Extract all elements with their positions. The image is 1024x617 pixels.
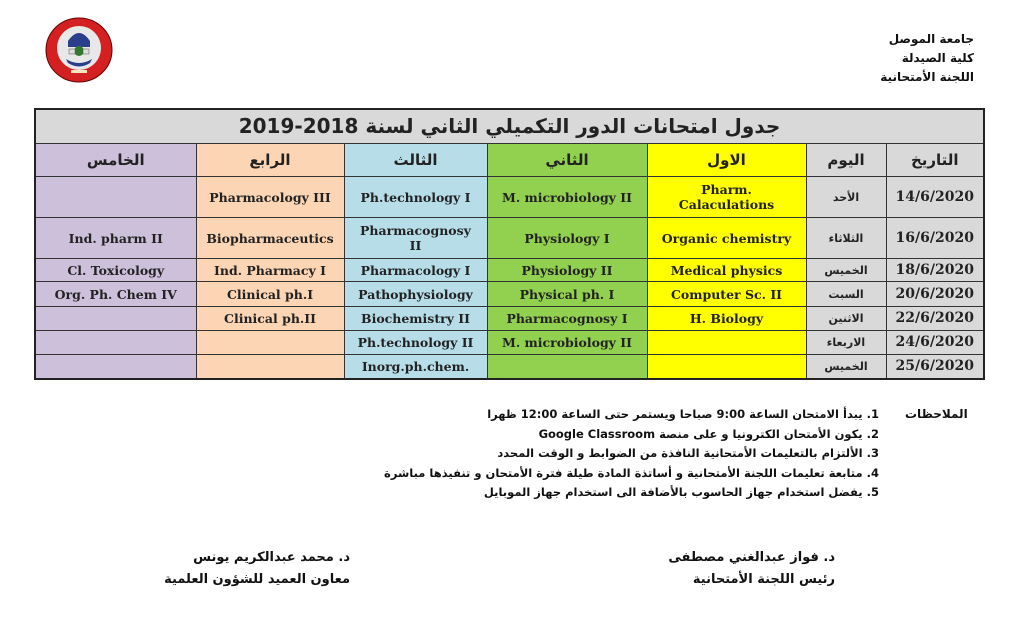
note-item: 3. الألتزام بالتعليمات الأمتحانية النافذة من الضوابط و الوقت المحدد <box>497 446 879 460</box>
note-item: 4. متابعة تعليمات اللجنة الأمتحانية و أساتذة المادة طيلة فترة الأمتحان و تنفيذها مباشرة <box>384 465 879 480</box>
header-fourth: الرابع <box>196 144 344 177</box>
cell-fifth <box>35 177 196 218</box>
cell-date: 18/6/2020 <box>886 259 984 282</box>
cell-second: Physiology II <box>487 259 647 282</box>
table-row <box>35 331 984 355</box>
cell-first: Organic chemistry <box>647 218 806 259</box>
cell-fifth <box>35 331 196 355</box>
cell-second <box>487 355 647 379</box>
cell-third: Inorg.ph.chem. <box>344 355 487 379</box>
cell-day: الخميس <box>806 259 886 282</box>
table-row <box>35 355 984 379</box>
signatory-title: معاون العميد للشؤون العلمية <box>164 572 350 587</box>
note-item: 5. يفضل استخدام جهاز الحاسوب بالأضافة الى استخدام جهاز الموبايل <box>483 485 879 499</box>
table-row <box>35 218 984 259</box>
signature-assistant-dean <box>150 547 350 591</box>
signature-committee-head <box>595 547 835 591</box>
cell-third: Pharmacology I <box>344 259 487 282</box>
cell-fourth <box>196 331 344 355</box>
cell-date: 16/6/2020 <box>886 218 984 259</box>
cell-fifth: Ind. pharm II <box>35 218 196 259</box>
signatory-name: د. فواز عبدالغني مصطفى <box>668 550 835 565</box>
cell-day: الاثنين <box>806 307 886 331</box>
committee-name: اللجنة الأمتحانية <box>880 70 974 84</box>
cell-fourth <box>196 355 344 379</box>
signatory-title: رئيس اللجنة الأمتحانية <box>692 572 835 587</box>
cell-fifth: Cl. Toxicology <box>35 259 196 282</box>
college-seal-icon <box>44 17 114 83</box>
table-row <box>35 282 984 307</box>
cell-third: Pharmacognosy II <box>344 218 487 259</box>
cell-third: Ph.technology II <box>344 331 487 355</box>
header-fifth: الخامس <box>35 144 196 177</box>
university-name: جامعة الموصل <box>888 32 974 46</box>
cell-first: Computer Sc. II <box>647 282 806 307</box>
notes-list <box>359 405 879 503</box>
cell-day: الأحد <box>806 177 886 218</box>
cell-first: Medical physics <box>647 259 806 282</box>
cell-fourth: Clinical ph.II <box>196 307 344 331</box>
cell-date: 14/6/2020 <box>886 177 984 218</box>
note-item: 1. يبدأ الامتحان الساعة 9:00 صباحا ويستمر حتى الساعة 12:00 ظهرا <box>487 407 879 421</box>
cell-day: الثلاثاء <box>806 218 886 259</box>
exam-schedule-table <box>34 108 985 380</box>
cell-fourth: Biopharmaceutics <box>196 218 344 259</box>
cell-date: 22/6/2020 <box>886 307 984 331</box>
header-date: التاريخ <box>886 144 984 177</box>
cell-fourth: Clinical ph.I <box>196 282 344 307</box>
cell-fourth: Ind. Pharmacy I <box>196 259 344 282</box>
header-row <box>35 144 984 177</box>
signatory-name: د. محمد عبدالكريم يونس <box>193 550 350 565</box>
college-logo <box>44 17 114 83</box>
cell-day: الخميس <box>806 355 886 379</box>
cell-second: M. microbiology II <box>487 177 647 218</box>
schedule-title: جدول امتحانات الدور التكميلي الثاني لسنة 2018-2019 <box>35 109 984 144</box>
header-third: الثالث <box>344 144 487 177</box>
cell-day: السبت <box>806 282 886 307</box>
institution-header <box>774 30 974 87</box>
cell-second: M. microbiology II <box>487 331 647 355</box>
cell-first: Pharm. Calaculations <box>647 177 806 218</box>
cell-third: Pathophysiology <box>344 282 487 307</box>
cell-first <box>647 331 806 355</box>
cell-first <box>647 355 806 379</box>
cell-third: Ph.technology I <box>344 177 487 218</box>
cell-date: 20/6/2020 <box>886 282 984 307</box>
header-day: اليوم <box>806 144 886 177</box>
cell-fifth <box>35 355 196 379</box>
table-row <box>35 259 984 282</box>
cell-third: Biochemistry II <box>344 307 487 331</box>
cell-second: Physiology I <box>487 218 647 259</box>
cell-first: H. Biology <box>647 307 806 331</box>
cell-day: الاربعاء <box>806 331 886 355</box>
college-name: كلية الصيدلة <box>901 51 974 65</box>
cell-fourth: Pharmacology III <box>196 177 344 218</box>
notes-label: الملاحظات <box>905 407 968 421</box>
cell-second: Pharmacognosy I <box>487 307 647 331</box>
cell-second: Physical ph. I <box>487 282 647 307</box>
header-second: الثاني <box>487 144 647 177</box>
table-row <box>35 307 984 331</box>
note-item: 2. يكون الأمتحان الكترونيا و على منصة Google Classroom <box>538 426 879 441</box>
cell-date: 25/6/2020 <box>886 355 984 379</box>
table-row <box>35 177 984 218</box>
header-first: الاول <box>647 144 806 177</box>
cell-date: 24/6/2020 <box>886 331 984 355</box>
cell-fifth <box>35 307 196 331</box>
cell-fifth: Org. Ph. Chem IV <box>35 282 196 307</box>
